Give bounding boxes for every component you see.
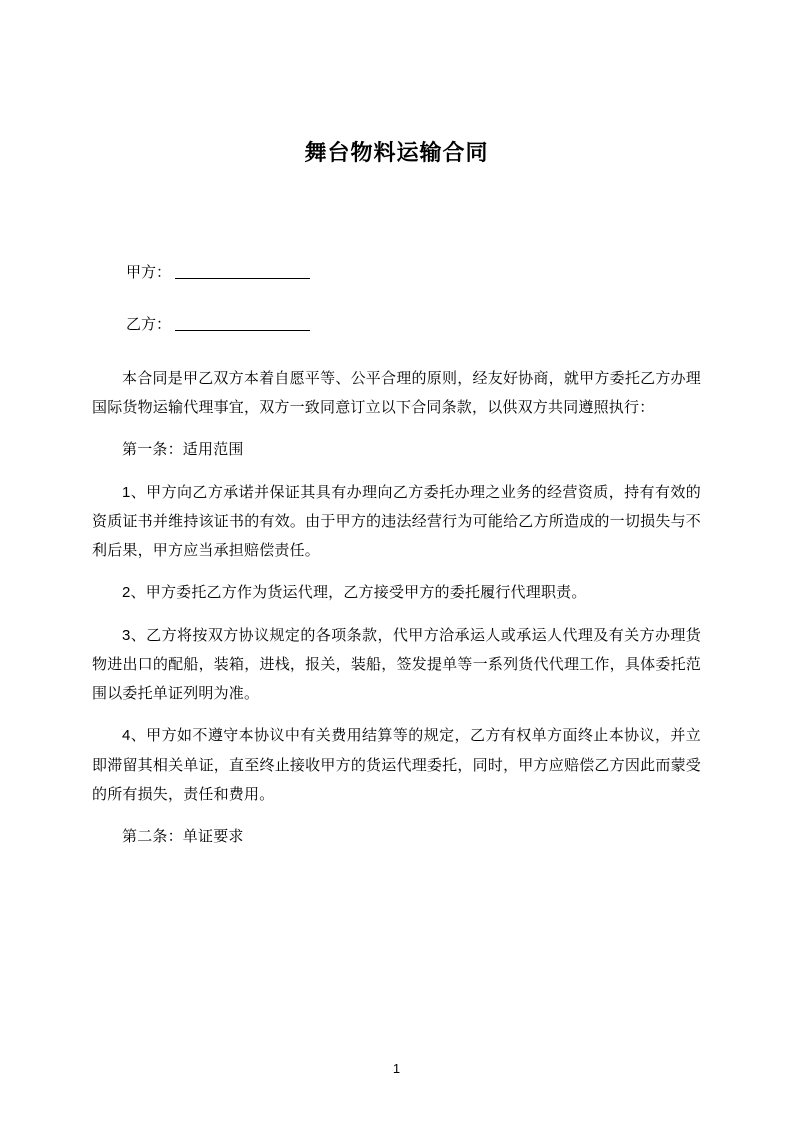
page-title: 舞台物料运输合同 <box>304 140 489 165</box>
preamble-paragraph: 本合同是甲乙双方本着自愿平等、公平合理的原则，经友好协商，就甲方委托乙方办理国际货物运输代理事宜，双方一致同意订立以下合同条款，以供双方共同遵照执行： <box>92 369 701 417</box>
section-1-item-4: 4、甲方如不遵守本协议中有关费用结算等的规定，乙方有权单方面终止本协议，并立即滞留其相关单证，直至终止接收甲方的货运代理委托，同时，甲方应赔偿乙方因此而蒙受的所有损失，责任和费用。 <box>92 727 701 803</box>
section-2-heading: 第二条：单证要求 <box>122 828 244 846</box>
document-body <box>92 259 701 852</box>
party-b-label: 乙方： <box>126 316 172 334</box>
party-b-blank[interactable] <box>175 315 310 331</box>
section-1-item-3: 3、乙方将按双方协议规定的各项条款，代甲方洽承运人或承运人代理及有关方办理货物进出口的配船，装箱，进栈，报关，装船，签发提单等一系列货代代理工作，具体委托范围以委托单证列明为准。 <box>92 626 701 703</box>
section-1-item-1: 1、甲方向乙方承诺并保证其具有办理向乙方委托办理之业务的经营资质，持有有效的资质证书并维持该证书的有效。由于甲方的违法经营行为可能给乙方所造成的一切损失与不利后果，甲方应当承担赔偿责任。 <box>92 483 701 560</box>
party-a-line <box>92 259 701 288</box>
party-a-label: 甲方： <box>126 263 172 281</box>
section-1-item-2: 2、甲方委托乙方作为货运代理，乙方接受甲方的委托履行代理职责。 <box>122 584 587 602</box>
page-number: 1 <box>392 1061 401 1076</box>
party-b-line <box>92 311 701 340</box>
section-1-heading: 第一条：适用范围 <box>122 441 244 459</box>
party-a-blank[interactable] <box>175 263 310 279</box>
